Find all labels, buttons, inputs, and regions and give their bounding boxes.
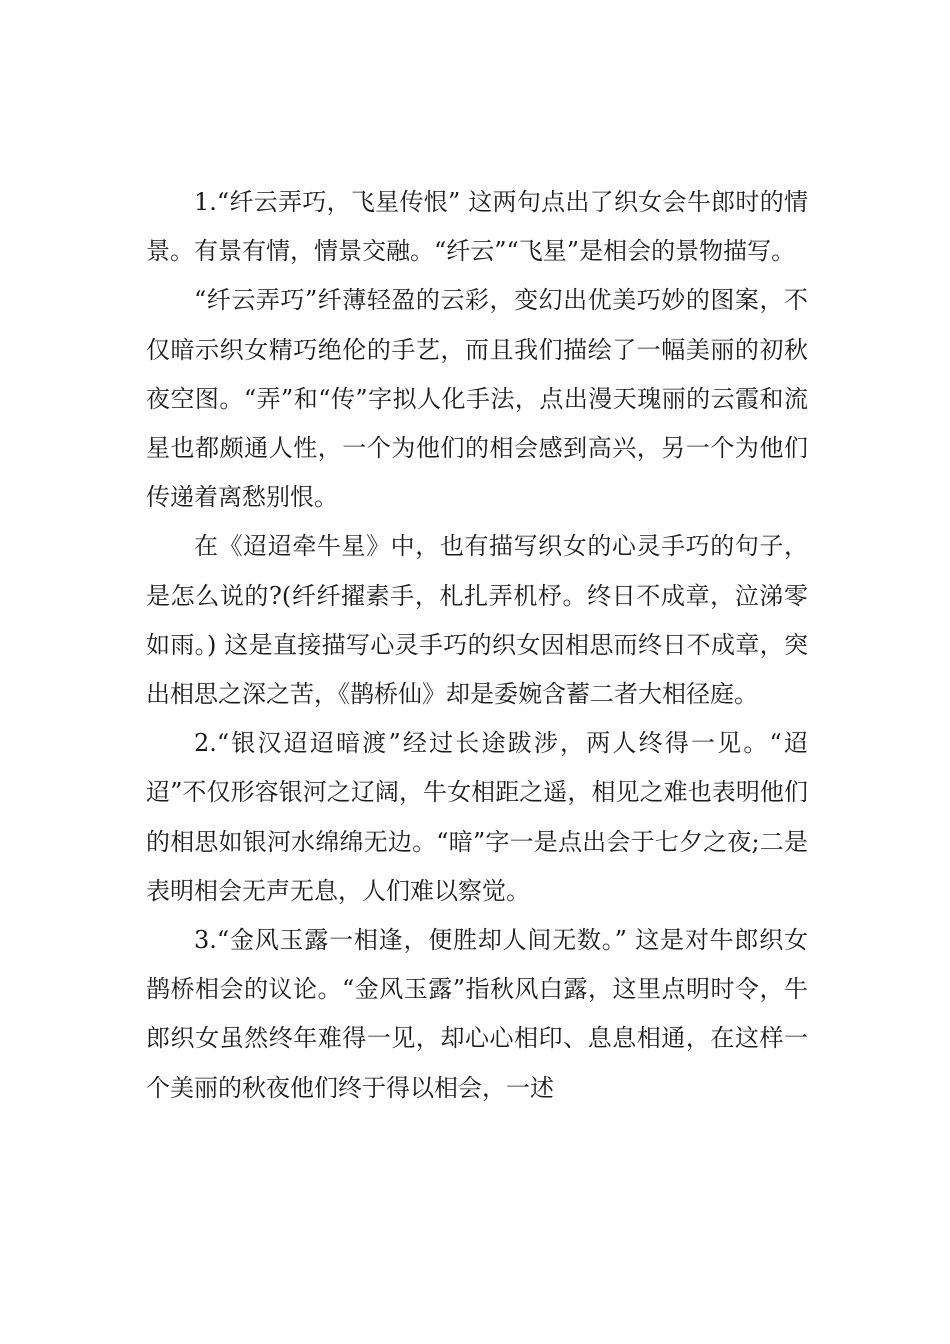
document-body bbox=[146, 178, 808, 1113]
paragraph-1: 1.“纤云弄巧，飞星传恨” 这两句点出了织女会牛郎时的情景。有景有情，情景交融。“纤云”“飞星”是相会的景物描写。 bbox=[146, 188, 808, 266]
paragraph-4: 2.“银汉迢迢暗渡”经过长途跋涉，两人终得一见。“迢迢”不仅形容银河之辽阔，牛女相距之遥，相见之难也表明他们的相思如银河水绵绵无边。“暗”字一是点出会于七夕之夜;二是表明相会无声无息，人们难以察觉。 bbox=[146, 729, 808, 905]
paragraph-5: 3.“金风玉露一相逢，便胜却人间无数。” 这是对牛郎织女鹊桥相会的议论。“金风玉露”指秋风白露，这里点明时令，牛郎织女虽然终年难得一见，却心心相印、息息相通，在这样一个美丽的秋夜他们终于得以相会，一述 bbox=[146, 926, 808, 1102]
paragraph-2: “纤云弄巧”纤薄轻盈的云彩，变幻出优美巧妙的图案，不仅暗示织女精巧绝伦的手艺，而且我们描绘了一幅美丽的初秋夜空图。“弄”和“传”字拟人化手法，点出漫天瑰丽的云霞和流星也都颇通人性，一个为他们的相会感到高兴，另一个为他们传递着离愁别恨。 bbox=[146, 286, 808, 512]
paragraph-3: 在《迢迢牵牛星》中，也有描写织女的心灵手巧的句子，是怎么说的?(纤纤擢素手，札扎弄机杼。终日不成章，泣涕零如雨。) 这是直接描写心灵手巧的织女因相思而终日不成章，突出相思之深之苦，《鹊桥仙》却是委婉含蓄二者大相径庭。 bbox=[146, 532, 808, 709]
